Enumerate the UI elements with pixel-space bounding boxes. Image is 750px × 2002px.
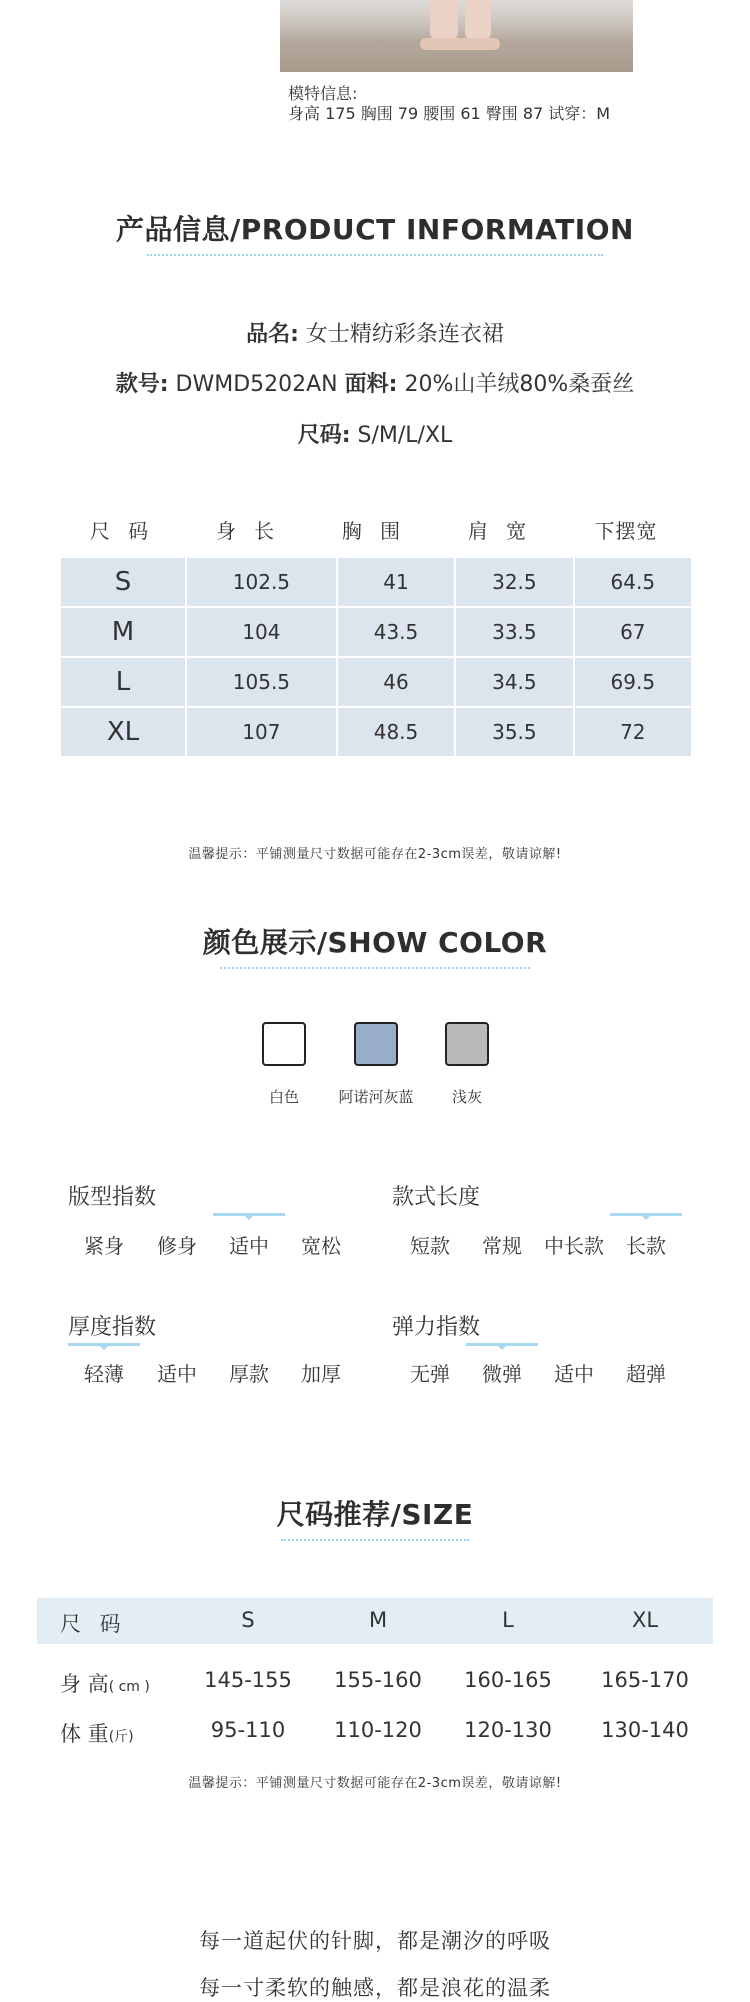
product-size-value: S/M/L/XL [357, 423, 453, 448]
table-cell: 72 [574, 707, 692, 757]
size-rec-size-m: M [368, 1608, 388, 1632]
product-size-label: 尺码: [297, 423, 351, 448]
table-cell: 104 [186, 607, 337, 657]
table-cell: 105.5 [186, 657, 337, 707]
table-cell: 48.5 [337, 707, 455, 757]
show-color-title [0, 921, 750, 969]
height-m: 155-160 [334, 1668, 422, 1692]
product-name-label: 品名: [246, 322, 299, 347]
weight-label: 体 重 [60, 1722, 109, 1746]
table-row [60, 707, 692, 757]
product-info-title-text: 产品信息/PRODUCT INFORMATION [116, 213, 634, 246]
poem-line-2: 每一寸柔软的触感，都是浪花的温柔 [199, 1976, 551, 2000]
table-cell: XL [60, 707, 186, 757]
table-cell: 41 [337, 557, 455, 607]
fit-option-tight: 紧身 [84, 1234, 124, 1258]
photo-leg-left [430, 0, 458, 42]
fit-index-title: 版型指数 [68, 1185, 157, 1210]
photo-feet [420, 38, 500, 50]
weight-xl: 130-140 [601, 1718, 689, 1742]
model-photo [280, 0, 633, 72]
thickness-option-thick: 厚款 [229, 1362, 269, 1386]
table-cell: 43.5 [337, 607, 455, 657]
thickness-option-medium: 适中 [157, 1362, 197, 1386]
fit-option-slim: 修身 [157, 1234, 197, 1258]
color-label-light-grey: 浅灰 [451, 1088, 482, 1106]
product-fabric-label: 面料: [344, 372, 398, 397]
spec-header-hem: 下摆宽 [594, 519, 658, 543]
size-tip: 温馨提示：平铺测量尺寸数据可能存在2-3cm误差，敬请谅解! [188, 1776, 562, 1791]
table-cell: 33.5 [455, 607, 573, 657]
size-rec-title [0, 1493, 750, 1541]
spec-header-length: 身 长 [215, 519, 281, 543]
weight-s: 95-110 [210, 1718, 286, 1742]
stretch-option-none: 无弹 [410, 1362, 450, 1386]
weight-m: 110-120 [334, 1718, 422, 1742]
color-swatch-white[interactable] [262, 1022, 306, 1066]
spec-header-size: 尺 码 [89, 519, 155, 543]
product-info-title [0, 208, 750, 256]
table-cell: 64.5 [574, 557, 692, 607]
title-underline [147, 250, 603, 256]
product-name-value: 女士精纺彩条连衣裙 [305, 322, 504, 347]
stretch-option-slight: 微弹 [482, 1362, 522, 1386]
table-cell: 107 [186, 707, 337, 757]
spec-header-bust: 胸 围 [341, 519, 407, 543]
size-rec-title-text: 尺码推荐/SIZE [276, 1498, 474, 1531]
photo-leg-right [465, 0, 491, 42]
measure-tip: 温馨提示：平铺测量尺寸数据可能存在2-3cm误差，敬请谅解! [188, 847, 562, 862]
table-cell: 35.5 [455, 707, 573, 757]
table-row [60, 557, 692, 607]
height-xl: 165-170 [601, 1668, 689, 1692]
table-row [60, 607, 692, 657]
height-unit: ( cm ) [108, 1679, 150, 1695]
spec-header-shoulder: 肩 宽 [467, 519, 533, 543]
product-size-line [0, 418, 750, 449]
length-option-regular: 常规 [482, 1234, 522, 1258]
stretch-index-title: 弹力指数 [392, 1315, 481, 1340]
stretch-index-marker [466, 1343, 538, 1346]
thickness-index-marker [68, 1343, 140, 1346]
length-option-short: 短款 [410, 1234, 450, 1258]
thickness-option-extra-thick: 加厚 [301, 1362, 341, 1386]
product-style-value: DWMD5202AN [175, 372, 338, 397]
height-label: 身 高 [60, 1672, 109, 1696]
table-cell: 67 [574, 607, 692, 657]
table-cell: 69.5 [574, 657, 692, 707]
product-style-line [0, 367, 750, 398]
fit-index-marker [213, 1213, 285, 1216]
spec-table-header [59, 515, 692, 553]
table-cell: S [60, 557, 186, 607]
thickness-index-title: 厚度指数 [68, 1315, 157, 1340]
stretch-option-high: 超弹 [626, 1362, 666, 1386]
length-option-long: 长款 [626, 1234, 666, 1258]
product-fabric-value: 20%山羊绒80%桑蚕丝 [404, 372, 635, 397]
weight-unit: (斤) [108, 1729, 134, 1745]
title-underline [220, 963, 530, 969]
size-rec-size-l: L [502, 1608, 514, 1632]
color-label-grey-blue: 阿诺河灰蓝 [338, 1088, 414, 1106]
table-cell: 34.5 [455, 657, 573, 707]
poem-line-1: 每一道起伏的针脚，都是潮汐的呼吸 [199, 1929, 551, 1953]
table-cell: L [60, 657, 186, 707]
product-name-line [0, 317, 750, 348]
size-rec-header-label: 尺 码 [60, 1612, 127, 1636]
weight-row-label [60, 1718, 134, 1748]
fit-option-loose: 宽松 [301, 1234, 341, 1258]
table-cell: 102.5 [186, 557, 337, 607]
table-cell: 32.5 [455, 557, 573, 607]
color-label-white: 白色 [268, 1088, 299, 1106]
model-info [288, 84, 610, 124]
table-cell: M [60, 607, 186, 657]
height-s: 145-155 [204, 1668, 292, 1692]
fit-option-regular: 适中 [229, 1234, 269, 1258]
product-style-label: 款号: [115, 372, 169, 397]
table-row [60, 657, 692, 707]
title-underline [281, 1535, 469, 1541]
size-rec-size-xl: XL [631, 1608, 659, 1632]
table-cell: 46 [337, 657, 455, 707]
length-index-marker [610, 1213, 682, 1216]
size-rec-size-s: S [241, 1608, 255, 1632]
model-info-stats: 身高 175 胸围 79 腰围 61 臀围 87 试穿：M [288, 104, 611, 123]
length-index-title: 款式长度 [392, 1185, 481, 1210]
stretch-option-medium: 适中 [554, 1362, 594, 1386]
height-l: 160-165 [464, 1668, 552, 1692]
length-option-mid: 中长款 [544, 1234, 604, 1258]
show-color-title-text: 颜色展示/SHOW COLOR [202, 926, 548, 959]
model-info-label: 模特信息: [288, 84, 358, 103]
weight-l: 120-130 [464, 1718, 552, 1742]
height-row-label [60, 1668, 150, 1698]
color-swatch-light-grey[interactable] [445, 1022, 489, 1066]
spec-table [59, 556, 693, 758]
color-swatch-grey-blue[interactable] [354, 1022, 398, 1066]
thickness-option-thin: 轻薄 [84, 1362, 124, 1386]
